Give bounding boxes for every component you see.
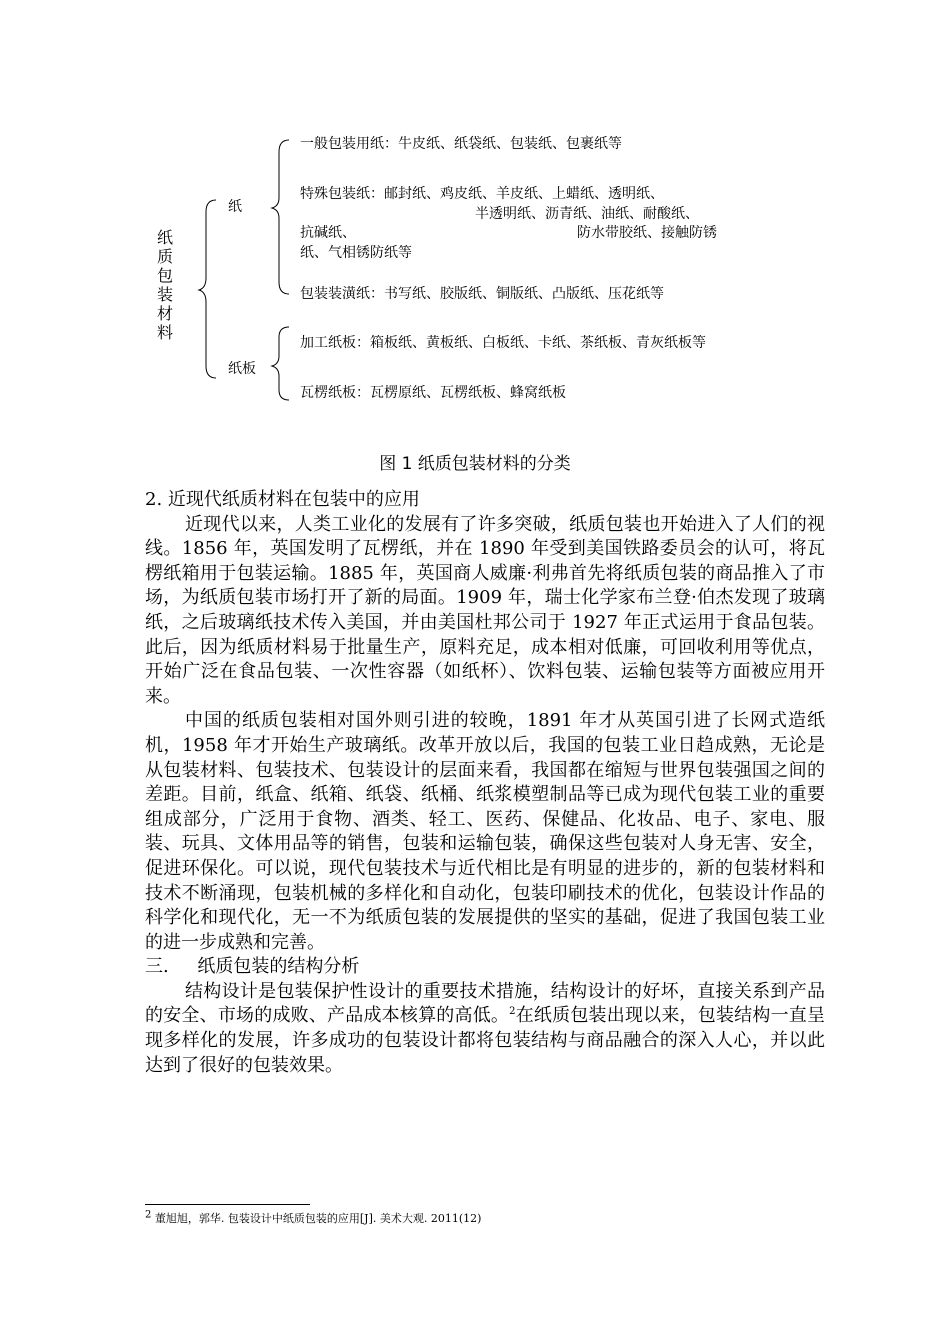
root-char: 质 xyxy=(156,247,173,266)
root-char: 纸 xyxy=(156,228,173,247)
root-char: 料 xyxy=(156,323,173,342)
footnote xyxy=(145,1211,481,1227)
figure-caption: 图 1 纸质包装材料的分类 xyxy=(379,454,571,474)
paper-label: 纸 xyxy=(228,199,242,215)
section-3-heading: 三. 纸质包装的结构分析 xyxy=(145,956,360,978)
board-label: 纸板 xyxy=(228,361,256,377)
paper-brace xyxy=(272,140,289,294)
board-brace xyxy=(272,327,289,400)
root-label xyxy=(155,228,175,342)
root-brace xyxy=(199,200,216,378)
section-2-heading: 2. 近现代纸质材料在包装中的应用 xyxy=(145,489,420,510)
corrugated-board: 瓦楞纸板：瓦楞原纸、瓦楞纸板、蜂窝纸板 xyxy=(300,385,566,401)
root-char: 装 xyxy=(156,285,173,304)
special-paper-line4: 纸、气相锈防纸等 xyxy=(300,245,412,261)
special-paper-line3b: 防水带胶纸、接触防锈 xyxy=(577,225,717,241)
section-3-text-b: 在纸质包装出现以来，包装结构一直呈现多样化的发展，许多成功的包装设计都将包装结构与商品融合的深入人心，并以此达到了很好的包装效果。 xyxy=(145,1005,826,1076)
special-paper-line1: 特殊包装纸：邮封纸、鸡皮纸、羊皮纸、上蜡纸、透明纸、 xyxy=(300,186,664,202)
general-paper: 一般包装用纸：牛皮纸、纸袋纸、包装纸、包裹纸等 xyxy=(300,136,622,152)
footnote-text: 董旭旭，郭华. 包装设计中纸质包装的应用[J]. 美术大观. 2011(12) xyxy=(151,1212,482,1225)
decorative-paper: 包装装潢纸：书写纸、胶版纸、铜版纸、凸版纸、压花纸等 xyxy=(300,286,664,302)
root-char: 包 xyxy=(156,266,173,285)
main-text xyxy=(145,488,825,1078)
section-3-paragraph-1 xyxy=(145,980,825,1078)
footnote-divider xyxy=(145,1204,310,1205)
special-paper-line2: 半透明纸、沥青纸、油纸、耐酸纸、 xyxy=(475,206,699,222)
root-char: 材 xyxy=(156,304,173,323)
footnote-number: 2 xyxy=(145,1209,152,1221)
section-3-text-a: 结构设计是包装保护性设计的重要技术措施，结构设计的好坏，直接关系到产品的安全、市场的成败、产品成本核算的高低。 xyxy=(145,980,825,1027)
special-paper-line3a: 抗碱纸、 xyxy=(300,225,356,241)
processed-board: 加工纸板：箱板纸、黄板纸、白板纸、卡纸、茶纸板、青灰纸板等 xyxy=(300,335,706,351)
footnote-reference[interactable]: 2 xyxy=(509,1006,516,1018)
section-2-paragraph-2: 中国的纸质包装相对国外则引进的较晚，1891 年才从英国引进了长网式造纸机，1958 年才开始生产玻璃纸。改革开放以后，我国的包装工业日趋成熟，无论是从包装材料、包装技术、包装设计的层面来看，我国都在缩短与世界包装强国之间的差距。目前，纸盒、纸箱、纸袋、纸桶、纸浆模塑制品等已成为现代包装工业的重要组成部分，广泛用于食物、酒类、轻工、医药、保健品、化妆品、电子、家电、服装、玩具、文体用品等的销售，包装和运输包装，确保这些包装对人身无害、安全，促进环保化。可以说，现代包装技术与近代相比是有明显的进步的，新的包装材料和技术不断涌现，包装机械的多样化和自动化，包装印刷技术的优化，包装设计作品的科学化和现代化，无一不为纸质包装的发展提供的坚实的基础，促进了我国包装工业的进一步成熟和完善。 xyxy=(145,710,825,953)
section-2-paragraph-1: 近现代以来，人类工业化的发展有了许多突破，纸质包装也开始进入了人们的视线。1856 年，英国发明了瓦楞纸，并在 1890 年受到美国铁路委员会的认可，将瓦楞纸箱用于包装运输。1885 年，英国商人威廉·利弗首先将纸质包装的商品推入了市场，为纸质包装市场打开了新的局面。1909 年，瑞士化学家布兰登·伯杰发现了玻璃纸，之后玻璃纸技术传入美国，并由美国杜邦公司于 1927 年正式运用于食品包装。此后，因为纸质材料易于批量生产，原料充足，成本相对低廉，可回收利用等优点，开始广泛在食品包装、一次性容器（如纸杯）、饮料包装、运输包装等方面被应用开来。 xyxy=(145,513,825,707)
